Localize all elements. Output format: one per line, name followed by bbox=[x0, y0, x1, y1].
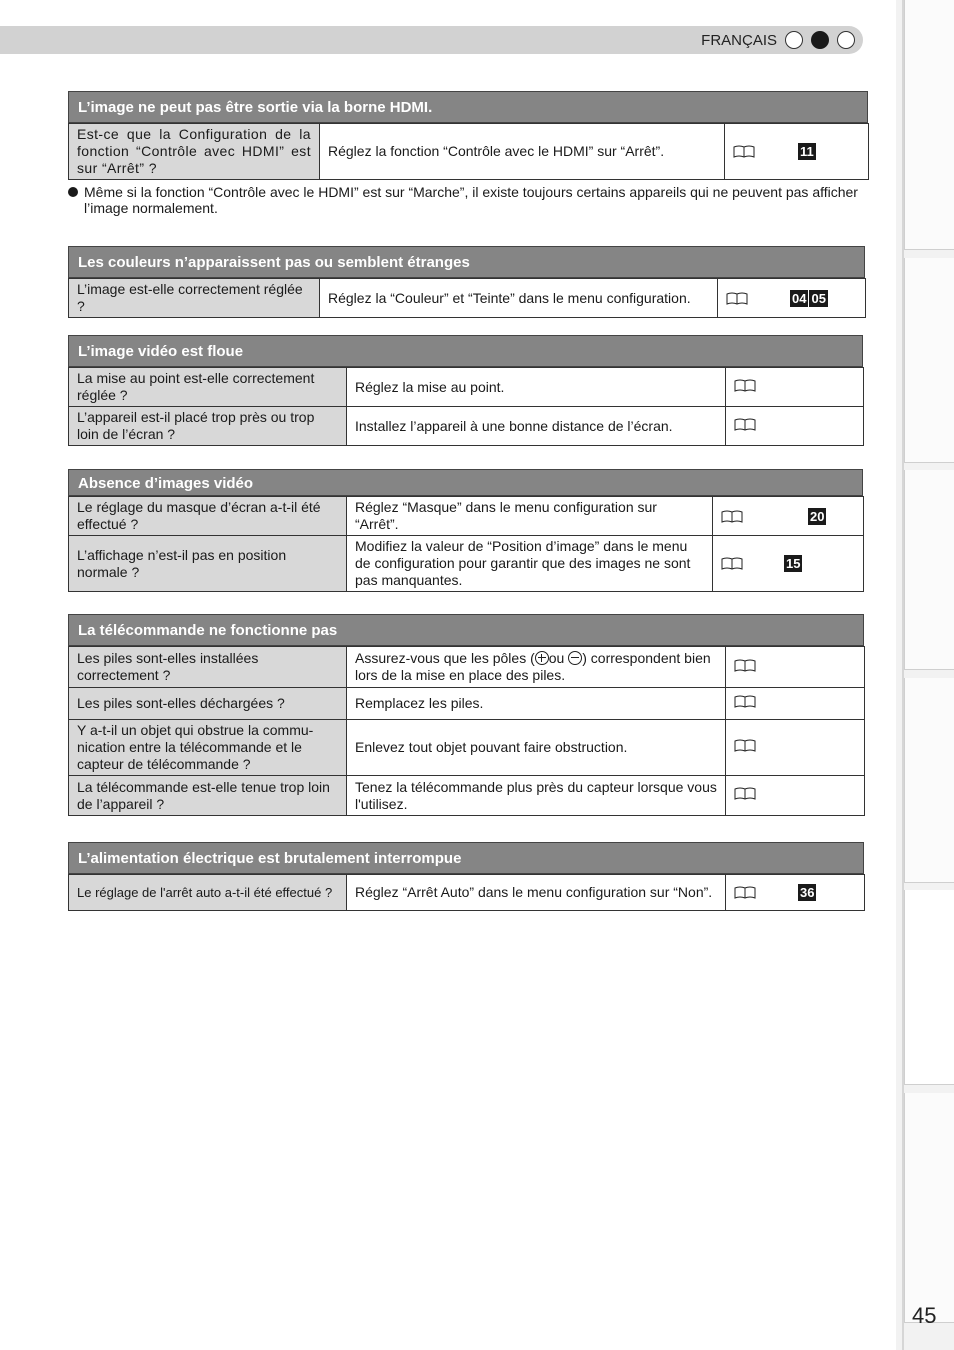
answer-cell: Modifiez la valeur de “Position d’image” dans le menu de configuration pour garantir que des images ne sont pas manquantes. bbox=[347, 536, 713, 592]
side-tab-1 bbox=[904, 0, 954, 250]
side-tab-6 bbox=[904, 1093, 954, 1323]
reference-cell bbox=[726, 647, 865, 688]
question-cell: La télécommande est-elle tenue trop loin de l’appareil ? bbox=[69, 776, 347, 816]
answer-cell: Réglez la fonction “Contrôle avec le HDMI” sur “Arrêt”. bbox=[320, 124, 725, 180]
answer-cell: Réglez “Masque” dans le menu configuration sur “Arrêt”. bbox=[347, 497, 713, 536]
section-colors bbox=[68, 246, 865, 318]
table-row bbox=[69, 776, 865, 816]
question-cell: L’affichage n’est-il pas en position normale ? bbox=[69, 536, 347, 592]
question-cell: L’appareil est-il placé trop près ou trop loin de l’écran ? bbox=[69, 407, 347, 446]
minus-circle-icon bbox=[568, 651, 582, 665]
page-ref-badge: 15 bbox=[786, 556, 801, 571]
reference-cell bbox=[718, 279, 866, 318]
side-tab-5-active bbox=[904, 890, 954, 1085]
side-tab-2 bbox=[904, 258, 954, 463]
answer-cell: Tenez la télécommande plus près du capteur lorsque vous l'utilisez. bbox=[347, 776, 726, 816]
section-title: L’image ne peut pas être sortie via la borne HDMI. bbox=[68, 91, 868, 123]
book-icon bbox=[734, 886, 756, 899]
circle-icon bbox=[785, 31, 803, 49]
section-title: La télécommande ne fonctionne pas bbox=[68, 614, 864, 646]
reference-cell bbox=[713, 536, 864, 592]
section-power bbox=[68, 842, 864, 911]
book-icon bbox=[734, 695, 756, 708]
question-cell: Les piles sont-elles déchargées ? bbox=[69, 688, 347, 720]
reference-cell bbox=[726, 368, 864, 407]
page-ref-badge: 04 bbox=[792, 290, 807, 306]
table-row bbox=[69, 875, 865, 911]
answer-cell: Enlevez tout objet pouvant faire obstruction. bbox=[347, 720, 726, 776]
table-row bbox=[69, 124, 869, 180]
table-row bbox=[69, 647, 865, 688]
book-icon bbox=[734, 787, 756, 800]
page-ref-badge: 11 bbox=[800, 144, 814, 159]
reference-cell bbox=[726, 776, 865, 816]
side-tab-4 bbox=[904, 678, 954, 883]
book-icon bbox=[734, 659, 756, 672]
reference-cell bbox=[726, 407, 864, 446]
page-ref-badge: 36 bbox=[800, 885, 815, 900]
page-ref-badge: 05 bbox=[811, 290, 826, 306]
answer-cell: Remplacez les piles. bbox=[347, 688, 726, 720]
question-cell: Les piles sont-elles installées correctement ? bbox=[69, 647, 347, 688]
troubleshoot-table bbox=[68, 646, 865, 816]
book-icon bbox=[726, 292, 748, 305]
section-title: Absence d’images vidéo bbox=[68, 469, 863, 496]
section-title: Les couleurs n’apparaissent pas ou semblent étranges bbox=[68, 246, 865, 278]
reference-cell bbox=[726, 875, 865, 911]
table-row bbox=[69, 536, 864, 592]
section-title: L’image vidéo est floue bbox=[68, 335, 863, 367]
troubleshoot-table bbox=[68, 367, 864, 446]
question-cell: Y a-t-il un objet qui obstrue la commu-nication entre la télécommande et le capteur de télécommande ? bbox=[69, 720, 347, 776]
troubleshoot-table bbox=[68, 123, 869, 180]
book-icon bbox=[734, 418, 756, 431]
answer-cell: Installez l’appareil à une bonne distance de l’écran. bbox=[347, 407, 726, 446]
troubleshoot-table bbox=[68, 496, 864, 592]
page-ref-badge: 20 bbox=[810, 508, 825, 524]
table-row bbox=[69, 279, 866, 318]
question-cell: L’image est-elle correctement réglée ? bbox=[69, 279, 320, 318]
answer-cell: Assurez-vous que les pôles ( ou ) correspondent bien lors de la mise en place des piles. bbox=[347, 647, 726, 688]
book-icon bbox=[733, 145, 755, 158]
answer-cell: Réglez la mise au point. bbox=[347, 368, 726, 407]
section-title: L’alimentation électrique est brutalement interrompue bbox=[68, 842, 864, 874]
troubleshoot-table bbox=[68, 874, 865, 911]
book-icon bbox=[734, 739, 756, 752]
question-cell: Le réglage du masque d’écran a-t-il été effectué ? bbox=[69, 497, 347, 536]
reference-cell bbox=[726, 720, 865, 776]
language-indicator bbox=[701, 31, 855, 49]
book-icon bbox=[721, 557, 743, 570]
reference-cell bbox=[725, 124, 869, 180]
question-cell: Le réglage de l'arrêt auto a-t-il été effectué ? bbox=[69, 875, 347, 911]
note-text: Même si la fonction “Contrôle avec le HDMI” est sur “Marche”, il existe toujours certains appareils qui ne peuvent pas afficher l’image normalement. bbox=[68, 184, 886, 216]
section-no-video bbox=[68, 469, 863, 592]
table-row bbox=[69, 407, 864, 446]
reference-cell bbox=[713, 497, 864, 536]
reference-cell bbox=[726, 688, 865, 720]
table-row bbox=[69, 497, 864, 536]
question-cell: La mise au point est-elle correctement réglée ? bbox=[69, 368, 347, 407]
language-label: FRANÇAIS bbox=[701, 31, 777, 49]
page-number: 45 bbox=[912, 1303, 937, 1328]
circle-icon bbox=[837, 31, 855, 49]
section-remote bbox=[68, 614, 864, 816]
troubleshoot-table bbox=[68, 278, 866, 318]
bullet-icon bbox=[68, 187, 78, 197]
table-row bbox=[69, 688, 865, 720]
section-blurry bbox=[68, 335, 863, 446]
section-hdmi bbox=[68, 91, 868, 180]
book-icon bbox=[734, 379, 756, 392]
table-row bbox=[69, 368, 864, 407]
side-tab-3 bbox=[904, 470, 954, 670]
header-band bbox=[0, 26, 863, 54]
book-icon bbox=[721, 510, 743, 523]
table-row bbox=[69, 720, 865, 776]
plus-circle-icon bbox=[535, 651, 549, 665]
answer-cell: Réglez “Arrêt Auto” dans le menu configuration sur “Non”. bbox=[347, 875, 726, 911]
filled-circle-icon bbox=[811, 31, 829, 49]
question-cell: Est-ce que la Configuration de la fonction “Contrôle avec HDMI” est sur “Arrêt” ? bbox=[69, 124, 320, 180]
answer-cell: Réglez la “Couleur” et “Teinte” dans le menu configuration. bbox=[320, 279, 718, 318]
